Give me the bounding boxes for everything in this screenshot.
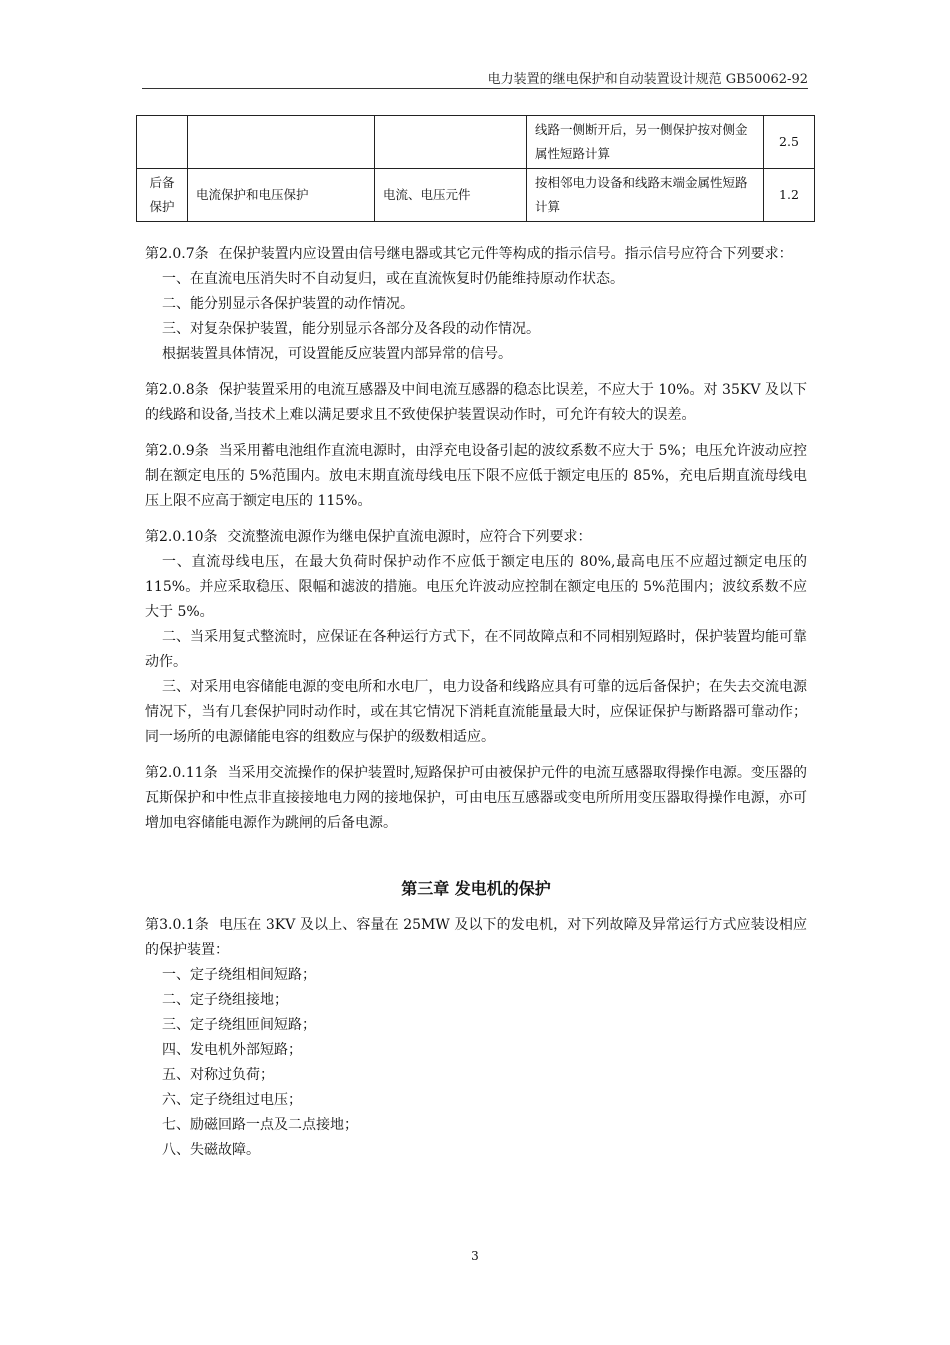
list-item: 三、对复杂保护装置，能分别显示各部分及各段的动作情况。 — [162, 321, 540, 337]
table-cell: 后备保护 — [137, 169, 188, 222]
list-item: 二、能分别显示各保护装置的动作情况。 — [162, 296, 414, 312]
article-2-0-9 — [145, 439, 807, 514]
article-2-0-11 — [145, 761, 807, 836]
article-number: 第3.0.1条 — [145, 917, 209, 933]
article-text: 当采用蓄电池组作直流电源时，由浮充电设备引起的波纹系数不应大于 5%；电压允许波动应控制在额定电压的 5%范围内。放电末期直流母线电压下限不应低于额定电压的 85%，充电后期直流母线电压上限不应高于额定电压的 115%。 — [145, 443, 807, 509]
article-3-0-1 — [145, 913, 807, 1163]
article-2-0-10 — [145, 525, 807, 750]
article-2-0-7 — [145, 242, 807, 367]
table-row — [137, 169, 815, 222]
table-cell: 按相邻电力设备和线路末端金属性短路计算 — [527, 169, 764, 222]
article-paragraph — [145, 439, 807, 514]
list-item: 五、对称过负荷； — [162, 1067, 274, 1083]
list-item: 根据装置具体情况，可设置能反应装置内部异常的信号。 — [162, 346, 512, 362]
article-number: 第2.0.7条 — [145, 246, 209, 262]
list-item: 一、定子绕组相间短路； — [162, 967, 316, 983]
table-cell: 电流、电压元件 — [375, 169, 527, 222]
list-item: 三、定子绕组匝间短路； — [162, 1017, 316, 1033]
page-header-title: 电力装置的继电保护和自动装置设计规范 GB50062-92 — [487, 72, 808, 87]
list-item: 八、失磁故障。 — [162, 1142, 260, 1158]
article-paragraph — [145, 525, 807, 550]
chapter-title: 第三章 发电机的保护 — [401, 879, 551, 898]
list-item: 七、励磁回路一点及二点接地； — [162, 1117, 358, 1133]
article-paragraph — [145, 761, 807, 836]
table-cell: 电流保护和电压保护 — [188, 169, 375, 222]
list-item: 二、定子绕组接地； — [162, 992, 288, 1008]
article-number: 第2.0.11条 — [145, 765, 218, 781]
article-number: 第2.0.10条 — [145, 529, 218, 545]
protection-table — [136, 115, 815, 222]
article-number: 第2.0.9条 — [145, 443, 209, 459]
page-number: 3 — [471, 1249, 479, 1263]
article-number: 第2.0.8条 — [145, 382, 209, 398]
article-paragraph — [145, 378, 807, 428]
article-text: 在保护装置内应设置由信号继电器或其它元件等构成的指示信号。指示信号应符合下列要求： — [218, 246, 793, 262]
document-body — [145, 242, 807, 1174]
article-paragraph — [145, 242, 807, 267]
table-cell — [375, 116, 527, 169]
article-text: 交流整流电源作为继电保护直流电源时，应符合下列要求： — [227, 529, 592, 545]
table-cell: 线路一侧断开后，另一侧保护按对侧金属性短路计算 — [527, 116, 764, 169]
article-text: 电压在 3KV 及以上、容量在 25MW 及以下的发电机，对下列故障及异常运行方式应装设相应的保护装置： — [145, 917, 807, 958]
article-2-0-8 — [145, 378, 807, 428]
list-item: 六、定子绕组过电压； — [162, 1092, 302, 1108]
list-item: 一、在直流电压消失时不自动复归，或在直流恢复时仍能维持原动作状态。 — [162, 271, 624, 287]
article-text: 当采用交流操作的保护装置时,短路保护可由被保护元件的电流互感器取得操作电源。变压器的瓦斯保护和中性点非直接接地电力网的接地保护，可由电压互感器或变电所所用变压器取得操作电源，亦可增加电容储能电源作为跳闸的后备电源。 — [145, 765, 808, 831]
list-item: 四、发电机外部短路； — [162, 1042, 302, 1058]
table-cell — [137, 116, 188, 169]
article-text: 保护装置采用的电流互感器及中间电流互感器的稳态比误差，不应大于 10%。对 35KV 及以下的线路和设备,当技术上难以满足要求且不致使保护装置误动作时，可允许有较大的误差。 — [145, 382, 807, 423]
article-paragraph — [145, 913, 807, 963]
table-cell — [188, 116, 375, 169]
list-item: 二、当采用复式整流时，应保证在各种运行方式下，在不同故障点和不同相别短路时，保护装置均能可靠动作。 — [145, 629, 807, 670]
header-divider — [142, 88, 808, 89]
table-cell: 2.5 — [764, 116, 815, 169]
list-item: 三、对采用电容储能电源的变电所和水电厂，电力设备和线路应具有可靠的远后备保护；在失去交流电源情况下，当有几套保护同时动作时，或在其它情况下消耗直流能量最大时，应保证保护与断路器可靠动作；同一场所的电源储能电容的组数应与保护的级数相适应。 — [145, 679, 807, 745]
table-row — [137, 116, 815, 169]
list-item: 一、直流母线电压，在最大负荷时保护动作不应低于额定电压的 80%,最高电压不应超过额定电压的 115%。并应采取稳压、限幅和滤波的措施。电压允许波动应控制在额定电压的 5%范围内；波纹系数不应大于 5%。 — [145, 554, 807, 620]
table-cell: 1.2 — [764, 169, 815, 222]
